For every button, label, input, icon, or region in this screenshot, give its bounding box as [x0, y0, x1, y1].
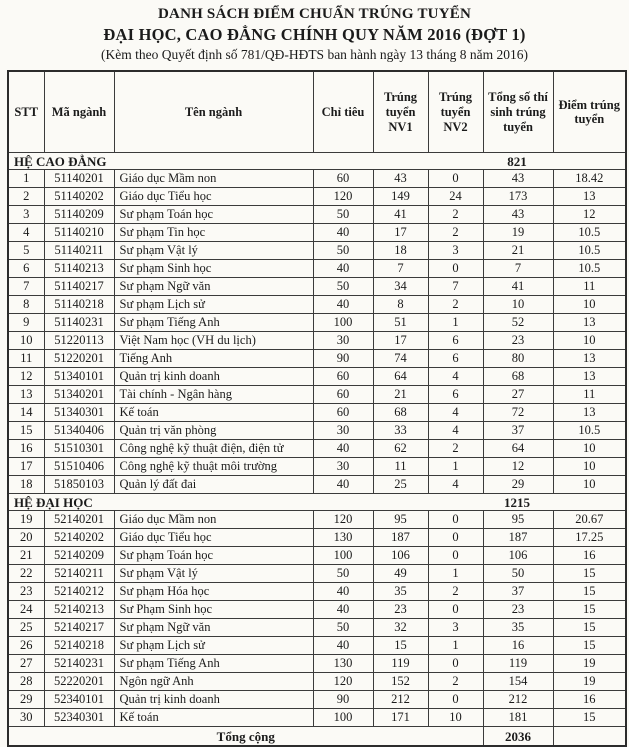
table-row: [8, 440, 626, 458]
cell-admitted-nv1: 187: [373, 529, 428, 547]
cell-score: 10.5: [553, 260, 626, 278]
cell-major-code: 51850103: [44, 476, 114, 494]
table-row: [8, 458, 626, 476]
cell-major-code: 51140209: [44, 206, 114, 224]
cell-total-admitted: 29: [483, 476, 553, 494]
cell-admitted-nv2: 0: [428, 170, 483, 188]
cell-stt: 16: [8, 440, 44, 458]
cell-stt: 15: [8, 422, 44, 440]
cell-major-name: Công nghệ kỹ thuật điện, điện tử: [114, 440, 313, 458]
column-header-major-code: Mã ngành: [44, 71, 114, 153]
cell-admitted-nv2: 2: [428, 296, 483, 314]
cell-major-code: 52340101: [44, 691, 114, 709]
table-row: [8, 547, 626, 565]
cell-quota: 50: [313, 565, 373, 583]
cell-admitted-nv1: 7: [373, 260, 428, 278]
cell-stt: 4: [8, 224, 44, 242]
cell-score: 20.67: [553, 511, 626, 529]
cell-admitted-nv1: 8: [373, 296, 428, 314]
cell-score: 15: [553, 637, 626, 655]
cell-score: 10: [553, 458, 626, 476]
cell-admitted-nv2: 4: [428, 368, 483, 386]
cell-score: 15: [553, 619, 626, 637]
cell-stt: 6: [8, 260, 44, 278]
cell-quota: 50: [313, 242, 373, 260]
cell-total-admitted: 50: [483, 565, 553, 583]
cell-stt: 30: [8, 709, 44, 727]
cell-quota: 40: [313, 601, 373, 619]
cell-score: 10: [553, 476, 626, 494]
cell-admitted-nv2: 1: [428, 458, 483, 476]
cell-admitted-nv2: 0: [428, 529, 483, 547]
column-header-total-admitted: Tổng số thí sinh trúng tuyển: [483, 71, 553, 153]
cell-major-code: 51140201: [44, 170, 114, 188]
cell-stt: 8: [8, 296, 44, 314]
cell-admitted-nv1: 11: [373, 458, 428, 476]
section-row: [8, 153, 626, 170]
cell-major-code: 51140213: [44, 260, 114, 278]
cell-score: 17.25: [553, 529, 626, 547]
table-row: [8, 404, 626, 422]
cell-total-admitted: 43: [483, 170, 553, 188]
cell-major-code: 52140201: [44, 511, 114, 529]
cell-admitted-nv1: 21: [373, 386, 428, 404]
cell-major-code: 51140202: [44, 188, 114, 206]
cell-quota: 50: [313, 278, 373, 296]
cell-admitted-nv2: 6: [428, 386, 483, 404]
cell-major-name: Công nghệ kỹ thuật môi trường: [114, 458, 313, 476]
cell-admitted-nv1: 33: [373, 422, 428, 440]
table-row: [8, 565, 626, 583]
section-total: 821: [507, 153, 527, 169]
cell-admitted-nv2: 2: [428, 224, 483, 242]
cell-major-code: 51510301: [44, 440, 114, 458]
cell-stt: 23: [8, 583, 44, 601]
cell-quota: 40: [313, 637, 373, 655]
cell-total-admitted: 64: [483, 440, 553, 458]
cell-major-code: 51220201: [44, 350, 114, 368]
table-row: [8, 476, 626, 494]
cell-admitted-nv1: 95: [373, 511, 428, 529]
cell-major-code: 51220113: [44, 332, 114, 350]
cell-major-name: Tiếng Anh: [114, 350, 313, 368]
cell-quota: 50: [313, 619, 373, 637]
cell-admitted-nv2: 2: [428, 206, 483, 224]
cell-stt: 19: [8, 511, 44, 529]
cell-admitted-nv1: 74: [373, 350, 428, 368]
cell-stt: 18: [8, 476, 44, 494]
cell-total-admitted: 41: [483, 278, 553, 296]
cell-major-code: 51140231: [44, 314, 114, 332]
cell-major-name: Quản trị kinh doanh: [114, 368, 313, 386]
cell-total-admitted: 80: [483, 350, 553, 368]
cell-stt: 20: [8, 529, 44, 547]
cell-score: 12: [553, 206, 626, 224]
cell-score: 16: [553, 547, 626, 565]
cell-major-name: Sư phạm Lịch sử: [114, 296, 313, 314]
cell-stt: 7: [8, 278, 44, 296]
document-title-line2: ĐẠI HỌC, CAO ĐẲNG CHÍNH QUY NĂM 2016 (ĐỢT 1): [103, 24, 526, 44]
admission-score-table: [7, 70, 627, 747]
cell-stt: 29: [8, 691, 44, 709]
cell-score: 10: [553, 440, 626, 458]
table-row: [8, 709, 626, 727]
cell-major-name: Giáo dục Mầm non: [114, 511, 313, 529]
cell-major-name: Sư phạm Tiếng Anh: [114, 655, 313, 673]
cell-score: 13: [553, 188, 626, 206]
cell-admitted-nv1: 149: [373, 188, 428, 206]
cell-quota: 30: [313, 458, 373, 476]
cell-total-admitted: 7: [483, 260, 553, 278]
cell-admitted-nv1: 68: [373, 404, 428, 422]
grand-total-value: 2036: [483, 727, 553, 747]
cell-major-code: 52140213: [44, 601, 114, 619]
cell-admitted-nv1: 17: [373, 332, 428, 350]
cell-score: 11: [553, 278, 626, 296]
cell-stt: 10: [8, 332, 44, 350]
cell-stt: 9: [8, 314, 44, 332]
cell-score: 18.42: [553, 170, 626, 188]
cell-admitted-nv1: 49: [373, 565, 428, 583]
cell-major-name: Việt Nam học (VH du lịch): [114, 332, 313, 350]
cell-quota: 40: [313, 296, 373, 314]
cell-major-name: Ngôn ngữ Anh: [114, 673, 313, 691]
cell-score: 10.5: [553, 422, 626, 440]
cell-stt: 21: [8, 547, 44, 565]
cell-major-name: Sư phạm Lịch sử: [114, 637, 313, 655]
cell-total-admitted: 19: [483, 224, 553, 242]
cell-stt: 28: [8, 673, 44, 691]
cell-admitted-nv1: 64: [373, 368, 428, 386]
cell-major-name: Tài chính - Ngân hàng: [114, 386, 313, 404]
cell-score: 15: [553, 709, 626, 727]
table-row: [8, 224, 626, 242]
cell-score: 10: [553, 332, 626, 350]
section-label: HỆ ĐẠI HỌC: [14, 494, 93, 510]
cell-major-name: Sư phạm Ngữ văn: [114, 619, 313, 637]
cell-stt: 13: [8, 386, 44, 404]
column-header-admitted-nv2: Trúng tuyển NV2: [428, 71, 483, 153]
cell-admitted-nv2: 2: [428, 583, 483, 601]
cell-total-admitted: 154: [483, 673, 553, 691]
cell-score: 13: [553, 314, 626, 332]
cell-quota: 100: [313, 709, 373, 727]
cell-stt: 24: [8, 601, 44, 619]
cell-admitted-nv1: 212: [373, 691, 428, 709]
cell-total-admitted: 106: [483, 547, 553, 565]
cell-admitted-nv1: 51: [373, 314, 428, 332]
cell-score: 13: [553, 350, 626, 368]
cell-score: 15: [553, 601, 626, 619]
cell-quota: 50: [313, 206, 373, 224]
cell-total-admitted: 119: [483, 655, 553, 673]
section-cell: [8, 153, 626, 170]
column-header-stt: STT: [8, 71, 44, 153]
document-subtitle: (Kèm theo Quyết định số 781/QĐ-HĐTS ban hành ngày 13 tháng 8 năm 2016): [100, 47, 529, 63]
table-body: [8, 153, 626, 727]
cell-admitted-nv2: 0: [428, 601, 483, 619]
cell-total-admitted: 52: [483, 314, 553, 332]
cell-admitted-nv2: 6: [428, 350, 483, 368]
cell-admitted-nv2: 6: [428, 332, 483, 350]
cell-total-admitted: 187: [483, 529, 553, 547]
cell-stt: 14: [8, 404, 44, 422]
cell-major-code: 51510406: [44, 458, 114, 476]
cell-quota: 40: [313, 583, 373, 601]
cell-major-name: Quản lý đất đai: [114, 476, 313, 494]
cell-admitted-nv1: 25: [373, 476, 428, 494]
cell-quota: 120: [313, 511, 373, 529]
section-label: HỆ CAO ĐẲNG: [14, 153, 107, 169]
cell-major-code: 52140202: [44, 529, 114, 547]
table-row: [8, 655, 626, 673]
cell-admitted-nv2: 1: [428, 314, 483, 332]
table-row: [8, 242, 626, 260]
table-row: [8, 314, 626, 332]
cell-quota: 120: [313, 673, 373, 691]
column-header-major-name: Tên ngành: [114, 71, 313, 153]
cell-major-name: Sư phạm Toán học: [114, 547, 313, 565]
cell-total-admitted: 27: [483, 386, 553, 404]
cell-stt: 25: [8, 619, 44, 637]
section-row: [8, 494, 626, 511]
cell-total-admitted: 43: [483, 206, 553, 224]
cell-score: 10.5: [553, 224, 626, 242]
cell-major-name: Kế toán: [114, 709, 313, 727]
cell-major-code: 52140211: [44, 565, 114, 583]
cell-total-admitted: 35: [483, 619, 553, 637]
cell-admitted-nv1: 32: [373, 619, 428, 637]
cell-major-name: Sư phạm Ngữ văn: [114, 278, 313, 296]
table-row: [8, 260, 626, 278]
cell-major-name: Giáo dục Tiểu học: [114, 529, 313, 547]
cell-major-code: 51140211: [44, 242, 114, 260]
table-row: [8, 619, 626, 637]
cell-score: 13: [553, 368, 626, 386]
cell-admitted-nv2: 0: [428, 511, 483, 529]
cell-total-admitted: 72: [483, 404, 553, 422]
cell-quota: 90: [313, 691, 373, 709]
table-row: [8, 673, 626, 691]
table-row: [8, 188, 626, 206]
cell-admitted-nv2: 4: [428, 404, 483, 422]
cell-admitted-nv1: 119: [373, 655, 428, 673]
column-header-score: Điểm trúng tuyển: [553, 71, 626, 153]
cell-admitted-nv1: 23: [373, 601, 428, 619]
cell-major-code: 51140210: [44, 224, 114, 242]
cell-major-code: 52140218: [44, 637, 114, 655]
cell-total-admitted: 23: [483, 332, 553, 350]
cell-admitted-nv2: 3: [428, 619, 483, 637]
cell-admitted-nv2: 0: [428, 691, 483, 709]
cell-major-name: Giáo dục Mầm non: [114, 170, 313, 188]
cell-admitted-nv2: 7: [428, 278, 483, 296]
cell-score: 19: [553, 673, 626, 691]
cell-major-name: Sư phạm Toán học: [114, 206, 313, 224]
cell-total-admitted: 12: [483, 458, 553, 476]
table-row: [8, 350, 626, 368]
cell-admitted-nv2: 2: [428, 673, 483, 691]
section-total: 1215: [504, 494, 530, 510]
cell-quota: 60: [313, 386, 373, 404]
cell-admitted-nv2: 0: [428, 547, 483, 565]
cell-admitted-nv1: 62: [373, 440, 428, 458]
cell-major-code: 52220201: [44, 673, 114, 691]
cell-stt: 12: [8, 368, 44, 386]
cell-major-name: Sư phạm Tin học: [114, 224, 313, 242]
cell-score: 10.5: [553, 242, 626, 260]
cell-quota: 60: [313, 170, 373, 188]
cell-quota: 30: [313, 422, 373, 440]
cell-stt: 27: [8, 655, 44, 673]
cell-quota: 60: [313, 404, 373, 422]
cell-admitted-nv2: 0: [428, 260, 483, 278]
cell-stt: 11: [8, 350, 44, 368]
cell-admitted-nv2: 3: [428, 242, 483, 260]
cell-major-code: 51340301: [44, 404, 114, 422]
cell-major-name: Sư Phạm Sinh học: [114, 601, 313, 619]
cell-major-code: 51340406: [44, 422, 114, 440]
cell-admitted-nv1: 17: [373, 224, 428, 242]
cell-score: 13: [553, 404, 626, 422]
cell-stt: 22: [8, 565, 44, 583]
cell-stt: 17: [8, 458, 44, 476]
cell-total-admitted: 68: [483, 368, 553, 386]
cell-total-admitted: 212: [483, 691, 553, 709]
table-row: [8, 529, 626, 547]
cell-total-admitted: 10: [483, 296, 553, 314]
cell-major-name: Quản trị kinh doanh: [114, 691, 313, 709]
cell-quota: 120: [313, 188, 373, 206]
cell-quota: 90: [313, 350, 373, 368]
footer-row: [8, 727, 626, 747]
cell-score: 19: [553, 655, 626, 673]
table-row: [8, 601, 626, 619]
cell-admitted-nv1: 18: [373, 242, 428, 260]
cell-major-name: Sư phạm Vật lý: [114, 565, 313, 583]
table-header-row: [8, 71, 626, 153]
cell-major-name: Sư phạm Hóa học: [114, 583, 313, 601]
cell-score: 11: [553, 386, 626, 404]
document-title-line1: DANH SÁCH ĐIỂM CHUẨN TRÚNG TUYỂN: [158, 6, 471, 22]
cell-admitted-nv1: 34: [373, 278, 428, 296]
cell-total-admitted: 16: [483, 637, 553, 655]
cell-major-name: Giáo dục Tiểu học: [114, 188, 313, 206]
cell-major-name: Quản trị văn phòng: [114, 422, 313, 440]
cell-total-admitted: 23: [483, 601, 553, 619]
cell-total-admitted: 21: [483, 242, 553, 260]
cell-admitted-nv2: 4: [428, 476, 483, 494]
cell-score: 15: [553, 565, 626, 583]
section-cell: [8, 494, 626, 511]
cell-quota: 130: [313, 529, 373, 547]
table-row: [8, 691, 626, 709]
cell-major-code: 52340301: [44, 709, 114, 727]
document-header: [0, 0, 629, 64]
cell-major-code: 52140217: [44, 619, 114, 637]
cell-quota: 40: [313, 224, 373, 242]
cell-quota: 100: [313, 314, 373, 332]
cell-major-code: 51340201: [44, 386, 114, 404]
cell-major-name: Sư phạm Tiếng Anh: [114, 314, 313, 332]
cell-major-code: 51140217: [44, 278, 114, 296]
cell-admitted-nv1: 35: [373, 583, 428, 601]
cell-quota: 40: [313, 440, 373, 458]
cell-major-name: Sư phạm Vật lý: [114, 242, 313, 260]
cell-major-code: 51140218: [44, 296, 114, 314]
grand-total-empty-cell: [553, 727, 626, 747]
table-row: [8, 583, 626, 601]
cell-admitted-nv1: 106: [373, 547, 428, 565]
cell-quota: 30: [313, 332, 373, 350]
cell-total-admitted: 173: [483, 188, 553, 206]
column-header-admitted-nv1: Trúng tuyển NV1: [373, 71, 428, 153]
table-row: [8, 332, 626, 350]
cell-admitted-nv2: 4: [428, 422, 483, 440]
table-row: [8, 278, 626, 296]
table-row: [8, 637, 626, 655]
table-row: [8, 296, 626, 314]
cell-total-admitted: 37: [483, 583, 553, 601]
cell-stt: 2: [8, 188, 44, 206]
cell-admitted-nv2: 24: [428, 188, 483, 206]
cell-major-name: Kế toán: [114, 404, 313, 422]
cell-quota: 60: [313, 368, 373, 386]
cell-admitted-nv2: 1: [428, 565, 483, 583]
cell-admitted-nv1: 171: [373, 709, 428, 727]
cell-major-name: Sư phạm Sinh học: [114, 260, 313, 278]
cell-major-code: 51340101: [44, 368, 114, 386]
cell-major-code: 52140212: [44, 583, 114, 601]
cell-major-code: 52140231: [44, 655, 114, 673]
cell-admitted-nv1: 15: [373, 637, 428, 655]
table-row: [8, 511, 626, 529]
cell-stt: 1: [8, 170, 44, 188]
cell-score: 15: [553, 583, 626, 601]
cell-stt: 3: [8, 206, 44, 224]
cell-quota: 40: [313, 476, 373, 494]
grand-total-label: Tổng cộng: [8, 727, 483, 747]
cell-admitted-nv2: 2: [428, 440, 483, 458]
cell-stt: 5: [8, 242, 44, 260]
cell-admitted-nv1: 41: [373, 206, 428, 224]
cell-admitted-nv2: 0: [428, 655, 483, 673]
cell-total-admitted: 95: [483, 511, 553, 529]
cell-admitted-nv1: 43: [373, 170, 428, 188]
cell-admitted-nv2: 10: [428, 709, 483, 727]
table-row: [8, 386, 626, 404]
cell-quota: 100: [313, 547, 373, 565]
cell-admitted-nv2: 1: [428, 637, 483, 655]
table-row: [8, 422, 626, 440]
table-row: [8, 206, 626, 224]
cell-quota: 40: [313, 260, 373, 278]
cell-major-code: 52140209: [44, 547, 114, 565]
cell-score: 10: [553, 296, 626, 314]
cell-admitted-nv1: 152: [373, 673, 428, 691]
table-row: [8, 368, 626, 386]
cell-score: 16: [553, 691, 626, 709]
cell-stt: 26: [8, 637, 44, 655]
cell-quota: 130: [313, 655, 373, 673]
cell-total-admitted: 181: [483, 709, 553, 727]
table-row: [8, 170, 626, 188]
column-header-quota: Chỉ tiêu: [313, 71, 373, 153]
cell-total-admitted: 37: [483, 422, 553, 440]
